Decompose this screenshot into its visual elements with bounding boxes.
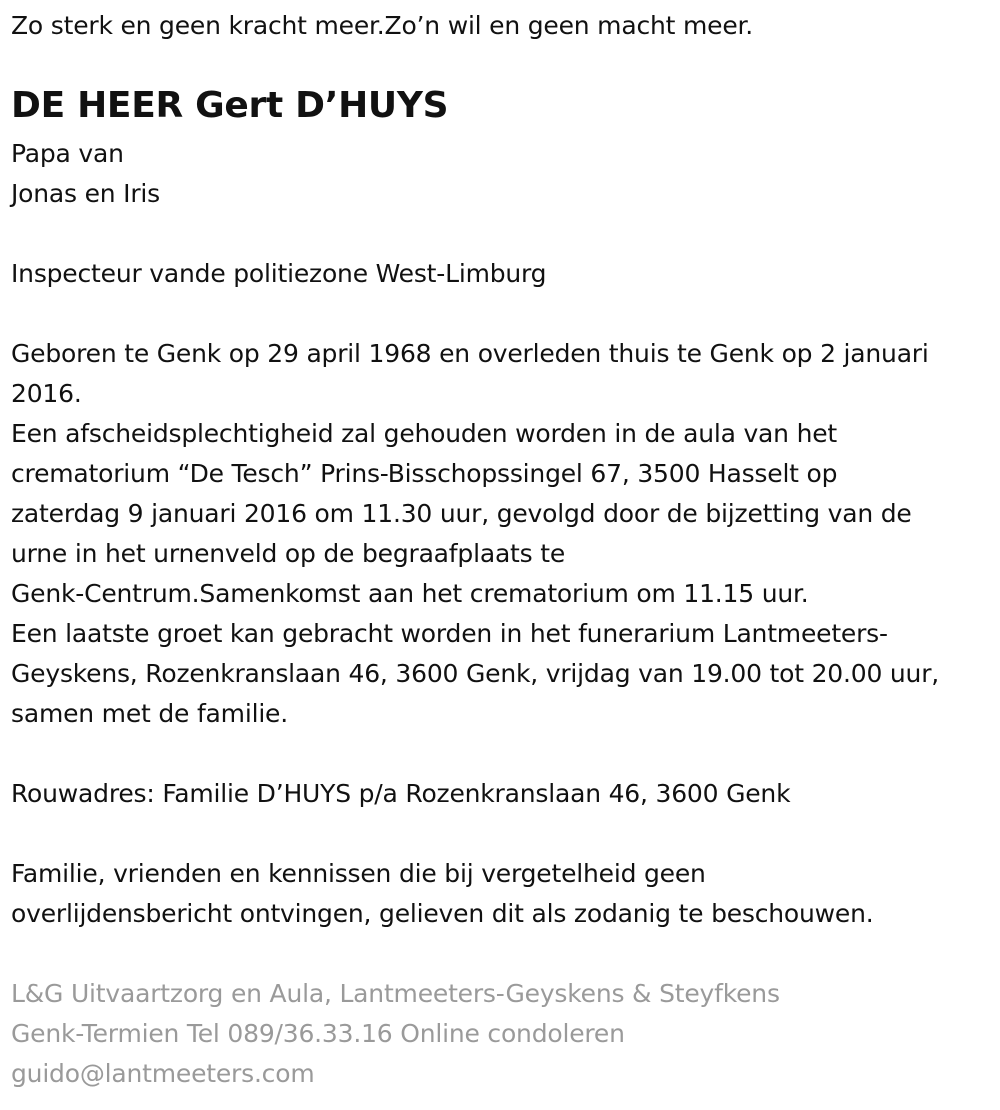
funeral-home-footer	[11, 974, 780, 1094]
details-line: crematorium “De Tesch” Prins-Bisschopssingel 67, 3500 Hasselt op	[11, 459, 838, 488]
notice-line: overlijdensbericht ontvingen, gelieven dit als zodanig te beschouwen.	[11, 899, 874, 928]
relation-line: Papa van	[11, 139, 124, 168]
mourning-address-block	[11, 774, 790, 814]
footer-line: Genk-Termien Tel 089/36.33.16 Online condoleren	[11, 1019, 625, 1048]
details-line: Een afscheidsplechtigheid zal gehouden worden in de aula van het	[11, 419, 837, 448]
details-line: Geboren te Genk op 29 april 1968 en overleden thuis te Genk op 2 januari	[11, 339, 929, 368]
footer-line: L&G Uitvaartzorg en Aula, Lantmeeters-Geyskens & Steyfkens	[11, 979, 780, 1008]
occupation-block	[11, 254, 546, 294]
details-line: 2016.	[11, 379, 82, 408]
details-block	[11, 334, 939, 734]
occupation-text: Inspecteur vande politiezone West-Limburg	[11, 259, 547, 288]
footer-email: guido@lantmeeters.com	[11, 1059, 315, 1088]
details-line: samen met de familie.	[11, 699, 288, 728]
relations-block	[11, 134, 160, 214]
details-line: urne in het urnenveld op de begraafplaats te	[11, 539, 566, 568]
details-line: zaterdag 9 januari 2016 om 11.30 uur, gevolgd door de bijzetting van de	[11, 499, 912, 528]
notice-line: Familie, vrienden en kennissen die bij vergetelheid geen	[11, 859, 706, 888]
notice-block	[11, 854, 874, 934]
motto-text: Zo sterk en geen kracht meer.Zo’n wil en geen macht meer.	[11, 11, 754, 40]
details-line: Genk-Centrum.Samenkomst aan het crematorium om 11.15 uur.	[11, 579, 809, 608]
mourning-address-text: Rouwadres: Familie D’HUYS p/a Rozenkranslaan 46, 3600 Genk	[11, 779, 791, 808]
relation-line: Jonas en Iris	[11, 179, 160, 208]
details-line: Geyskens, Rozenkranslaan 46, 3600 Genk, vrijdag van 19.00 tot 20.00 uur,	[11, 659, 940, 688]
details-line: Een laatste groet kan gebracht worden in het funerarium Lantmeeters-	[11, 619, 888, 648]
deceased-title: DE HEER Gert D’HUYS	[11, 85, 449, 126]
